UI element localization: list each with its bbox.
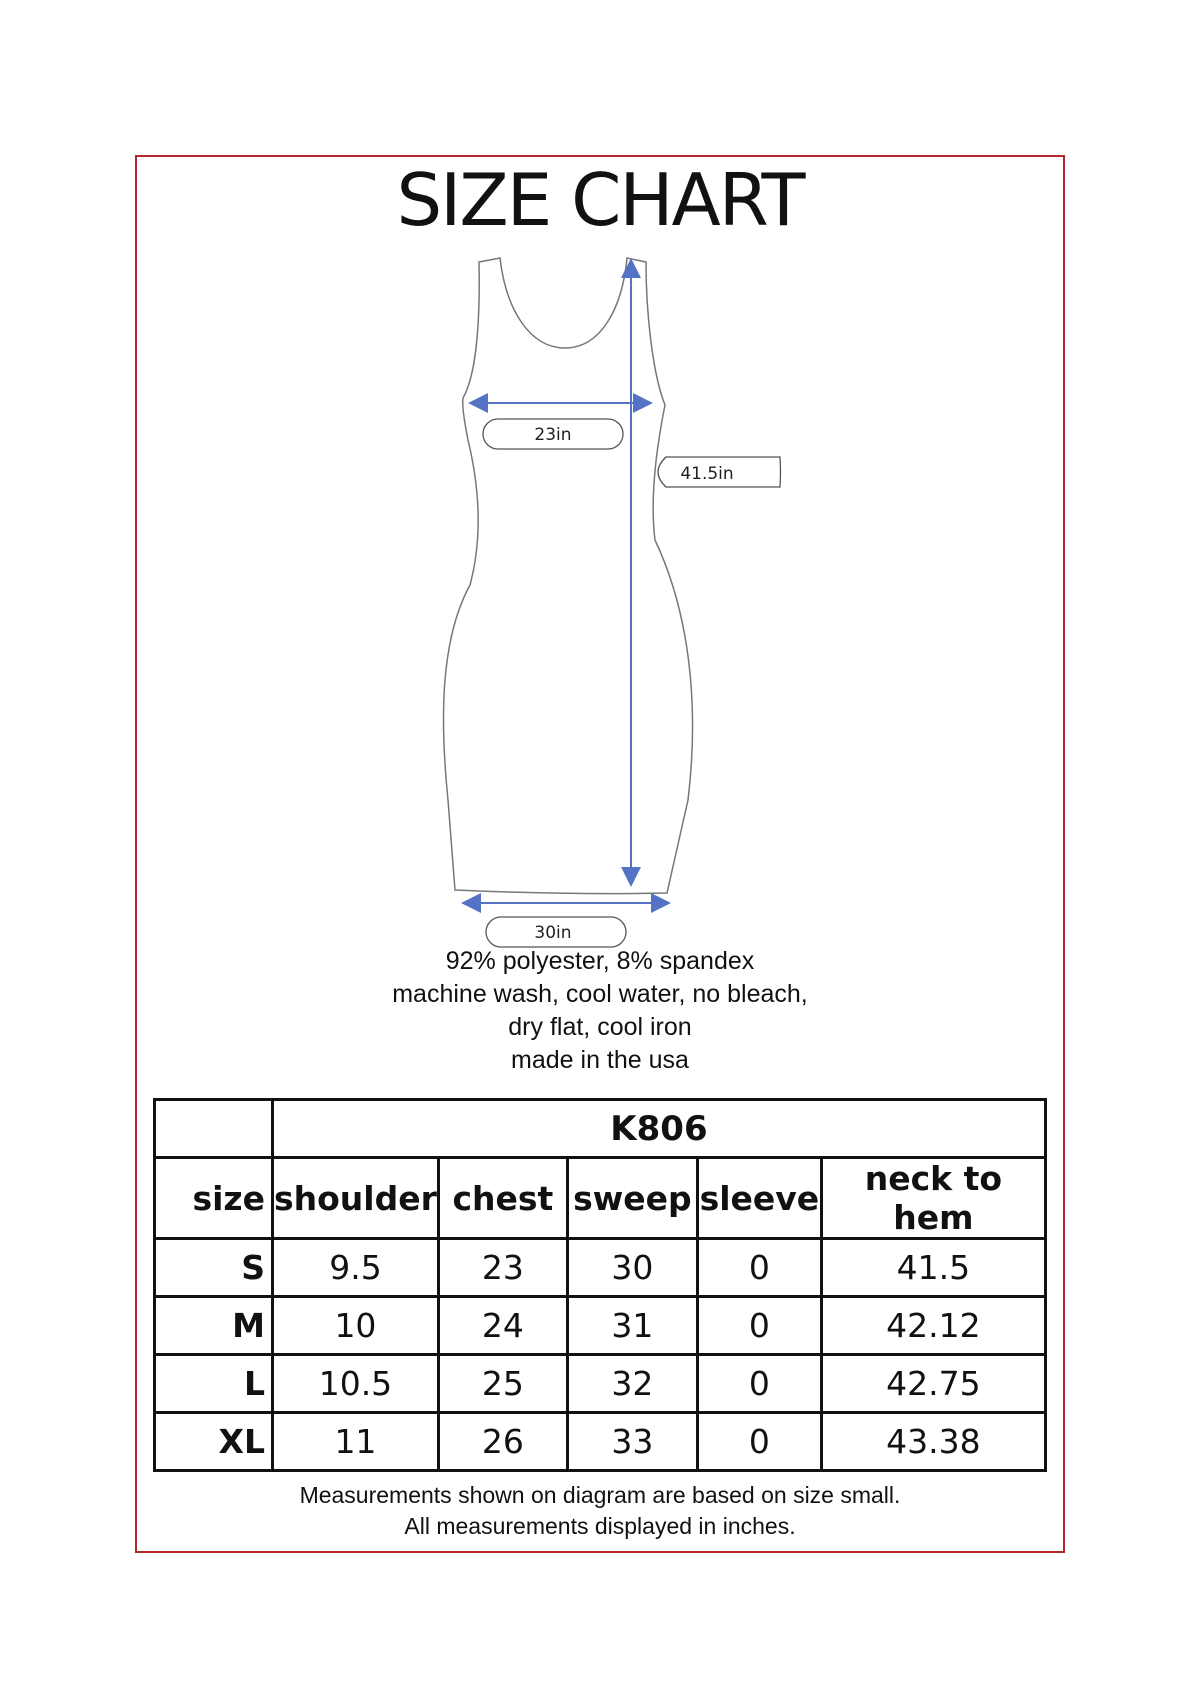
size-cell: S [155, 1239, 273, 1297]
shoulder-cell: 9.5 [273, 1239, 439, 1297]
header-sleeve: sleeve [697, 1158, 821, 1239]
dress-outline [443, 258, 692, 894]
shoulder-cell: 10.5 [273, 1355, 439, 1413]
sleeve-cell: 0 [697, 1355, 821, 1413]
table-row [155, 1239, 1046, 1297]
table-model-row [155, 1100, 1046, 1158]
neck-to-hem-cell: 42.12 [821, 1297, 1045, 1355]
neck-to-hem-cell: 42.75 [821, 1355, 1045, 1413]
footnote [0, 1480, 1200, 1542]
care-instructions [0, 945, 1200, 1077]
header-sweep: sweep [567, 1158, 697, 1239]
size-cell: M [155, 1297, 273, 1355]
sleeve-cell: 0 [697, 1239, 821, 1297]
care-line-wash: machine wash, cool water, no bleach, [392, 980, 808, 1008]
sweep-label: 30in [534, 923, 572, 943]
header-shoulder: shoulder [273, 1158, 439, 1239]
size-cell: L [155, 1355, 273, 1413]
table-row [155, 1297, 1046, 1355]
shoulder-cell: 11 [273, 1413, 439, 1471]
chest-cell: 24 [438, 1297, 567, 1355]
model-number: K806 [273, 1100, 1046, 1158]
header-size: size [155, 1158, 273, 1239]
sweep-cell: 32 [567, 1355, 697, 1413]
chest-cell: 25 [438, 1355, 567, 1413]
chest-label: 23in [534, 425, 572, 445]
care-line-origin: made in the usa [511, 1046, 689, 1074]
care-line-fabric: 92% polyester, 8% spandex [445, 947, 755, 975]
chest-cell: 26 [438, 1413, 567, 1471]
footnote-line-diagram: Measurements shown on diagram are based on size small. [299, 1482, 901, 1508]
page-title: SIZE CHART [396, 158, 804, 242]
header-chest: chest [438, 1158, 567, 1239]
sleeve-cell: 0 [697, 1413, 821, 1471]
sweep-cell: 33 [567, 1413, 697, 1471]
neck-to-hem-cell: 41.5 [821, 1239, 1045, 1297]
sweep-cell: 31 [567, 1297, 697, 1355]
size-cell: XL [155, 1413, 273, 1471]
sleeve-cell: 0 [697, 1297, 821, 1355]
care-line-dry: dry flat, cool iron [508, 1013, 692, 1041]
sweep-cell: 30 [567, 1239, 697, 1297]
table-row [155, 1413, 1046, 1471]
footnote-line-units: All measurements displayed in inches. [404, 1513, 796, 1539]
neck-to-hem-cell: 43.38 [821, 1413, 1045, 1471]
size-table [153, 1098, 1047, 1472]
header-neck-to-hem: neck to hem [821, 1158, 1045, 1239]
shoulder-cell: 10 [273, 1297, 439, 1355]
table-row [155, 1355, 1046, 1413]
table-corner-cell [155, 1100, 273, 1158]
length-label: 41.5in [680, 464, 734, 484]
table-header-row [155, 1158, 1046, 1239]
chest-cell: 23 [438, 1239, 567, 1297]
